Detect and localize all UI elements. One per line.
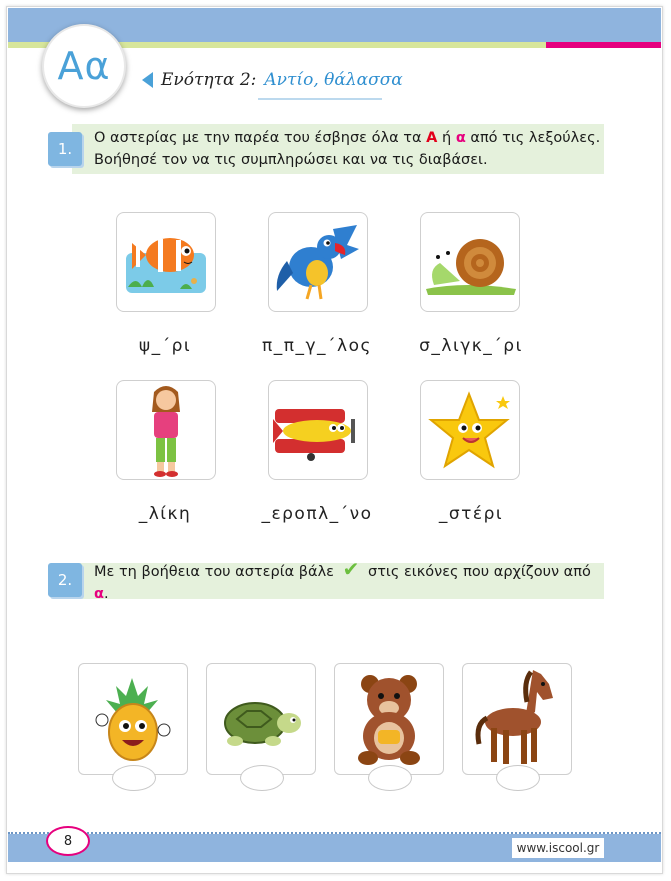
airplane-picture (268, 380, 368, 480)
exercise-1-text-line2: Βοήθησέ τον να τις συμπληρώσει και να τις διαβάσει. (94, 152, 488, 168)
unit-label: Ενότητα 2: (161, 70, 257, 90)
triangle-left-icon (142, 72, 153, 88)
bear-icon (346, 672, 432, 766)
checkmark-icon: ✔ (342, 556, 360, 581)
pineapple-picture (78, 663, 188, 775)
exercise-2-text-part2: στις εικόνες που αρχίζουν από (363, 563, 591, 580)
header-pink-stripe (546, 42, 661, 48)
unit-title (142, 70, 403, 90)
page-number: 8 (46, 826, 90, 856)
word-5: _εροπλ_΄νο (261, 504, 373, 524)
exercise-1-text-part2: από τις λεξούλες. (465, 130, 601, 146)
footer-divider (8, 832, 661, 834)
answer-oval-4[interactable] (496, 765, 540, 791)
snail-picture (420, 212, 520, 312)
star-icon (425, 390, 515, 470)
exercise-2-text-part1: Με τη βοήθεια του αστερία βάλε (94, 563, 339, 580)
answer-oval-2[interactable] (240, 765, 284, 791)
girl-icon (136, 382, 196, 478)
parrot-picture (268, 212, 368, 312)
horse-picture (462, 663, 572, 775)
word-6: _στέρι (438, 504, 504, 524)
exercise-2-instruction (72, 556, 604, 602)
snail-icon (422, 227, 518, 297)
fish-icon (124, 225, 208, 299)
turtle-icon (215, 689, 307, 749)
horse-icon (471, 666, 563, 772)
girl-picture (116, 380, 216, 480)
word-2: π_π_γ_΄λος (262, 336, 372, 356)
unit-name: Αντίο, θάλασσα (264, 70, 403, 90)
word-4: _λίκη (138, 504, 192, 524)
letter-upper: Α (426, 130, 438, 146)
pineapple-icon (88, 674, 178, 764)
exercise-1-text (72, 127, 600, 171)
answer-oval-3[interactable] (368, 765, 412, 791)
or-word: ή (437, 130, 456, 146)
bear-picture (334, 663, 444, 775)
logo-badge (42, 24, 126, 108)
exercise-2-text-end: . (103, 585, 109, 602)
fish-picture (116, 212, 216, 312)
word-1: ψ_΄ρι (138, 336, 192, 356)
logo-letters: Αα (57, 44, 111, 88)
exercise-2-text (72, 558, 604, 605)
word-3: σ_λιγκ_΄ρι (419, 336, 523, 356)
website-link[interactable]: www.iscool.gr (512, 838, 604, 858)
exercise-2-number: 2. (48, 563, 82, 597)
turtle-picture (206, 663, 316, 775)
unit-underline (258, 98, 382, 100)
exercise-2-letter: α (94, 585, 104, 602)
parrot-icon (273, 221, 363, 303)
exercise-1-number: 1. (48, 132, 82, 166)
letter-lower: α (455, 130, 466, 146)
airplane-icon (271, 395, 365, 465)
star-picture (420, 380, 520, 480)
exercise-1-instruction (72, 124, 604, 174)
exercise-1-text-part1: Ο αστερίας με την παρέα του έσβησε όλα τα (94, 130, 427, 146)
answer-oval-1[interactable] (112, 765, 156, 791)
